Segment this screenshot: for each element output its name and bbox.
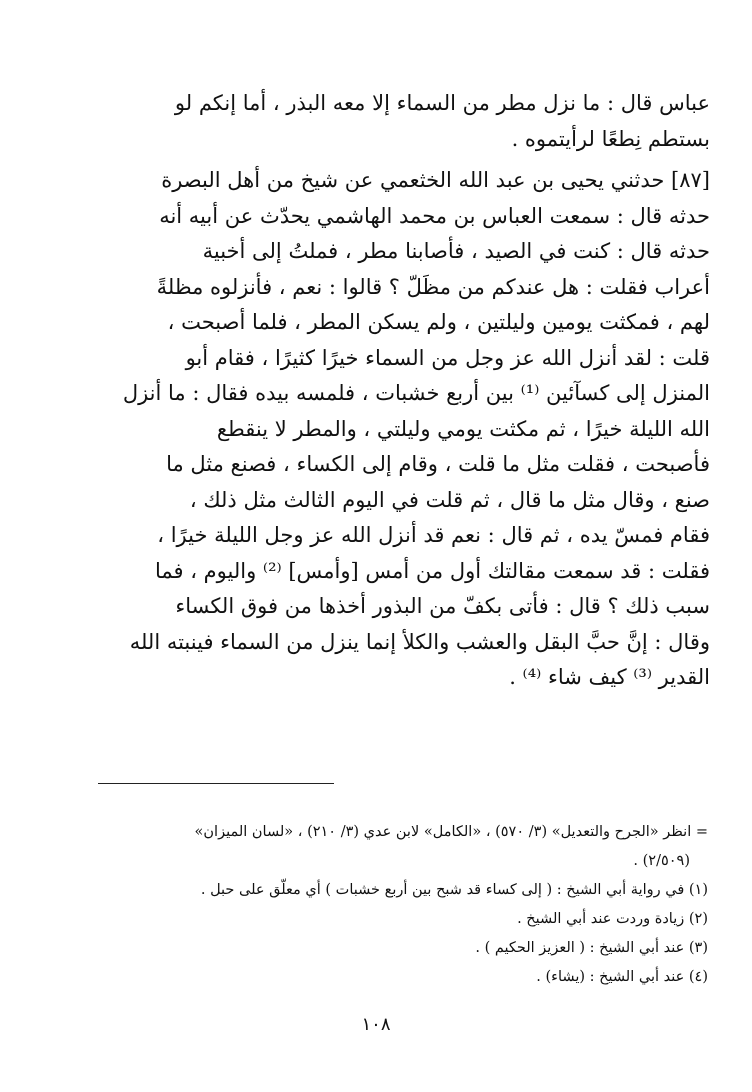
footnote-continuation: = انظر «الجرح والتعديل» (٣/ ٥٧٠) ، «الكامل» لابن عدي (٣/ ٢١٠) ، «لسان الميزان» [194,824,708,840]
text-line: سبب ذلك ؟ قال : فأتى بكفّ من البذور أخذها من فوق الكساء [175,594,710,618]
text-line: [٨٧] حدثني يحيى بن عبد الله الخثعمي عن شيخ من أهل البصرة [161,168,710,192]
text-line: حدثه قال : سمعت العباس بن محمد الهاشمي يحدّث عن أبيه أنه [159,203,710,228]
footnote-1: (١) في رواية أبي الشيخ : ( إلى كساء قد شبح بين أربع خشبات ) أي معلّق على حبل . [200,882,708,898]
main-text [98,86,710,696]
text-line: القدير ⁽³⁾ كيف شاء ⁽⁴⁾ . [509,665,710,689]
page-number: ١٠٨ [361,1014,391,1035]
text-line: لهم ، فمكثت يومين وليلتين ، ولم يسكن المطر ، فلما أصبحت ، [167,310,710,334]
text-line: صنع ، وقال مثل ما قال ، ثم قلت في اليوم الثالث مثل ذلك ، [189,487,710,512]
text-line: فأصبحت ، فقلت مثل ما قلت ، وقام إلى الكساء ، فصنع مثل ما [166,452,710,476]
footnote-divider [98,783,334,784]
footnotes [98,818,708,992]
text-line: بستطم نِطعًا لرأيتموه . [511,126,710,151]
text-line: فقلت : قد سمعت مقالتك أول من أمس [وأمس] ⁽²⁾ واليوم ، فما [154,558,710,583]
text-line: أعراب فقلت : هل عندكم من مظَلّ ؟ قالوا : نعم ، فأنزلوه مظلةً [156,274,710,299]
text-line: وقال : إنَّ حبَّ البقل والعشب والكلأ إنما ينزل من السماء فينبته الله [129,629,710,654]
footnote-4: (٤) عند أبي الشيخ : (يشاء) . [536,969,708,985]
text-line: قلت : لقد أنزل الله عز وجل من السماء خيرًا كثيرًا ، فقام أبو [185,345,710,370]
footnote-continuation: (٢/٥٠٩) . [633,853,690,869]
text-line: الله الليلة خيرًا ، ثم مكثت يومي وليلتي ، والمطر لا ينقطع [216,416,710,441]
text-line: المنزل إلى كسآئين ⁽¹⁾ بين أربع خشبات ، فلمسه بيده فقال : ما أنزل [122,381,710,405]
text-line: حدثه قال : كنت في الصيد ، فأصابنا مطر ، فملتُ إلى أخبية [202,239,710,263]
text-line: عباس قال : ما نزل مطر من السماء إلا معه البذر ، أما إنكم لو [174,91,710,115]
footnote-2: (٢) زيادة وردت عند أبي الشيخ . [517,911,708,927]
text-line: فقام فمسّ يده ، ثم قال : نعم قد أنزل الله عز وجل الليلة خيرًا ، [157,523,710,547]
footnote-3: (٣) عند أبي الشيخ : ( العزيز الحكيم ) . [475,940,708,956]
